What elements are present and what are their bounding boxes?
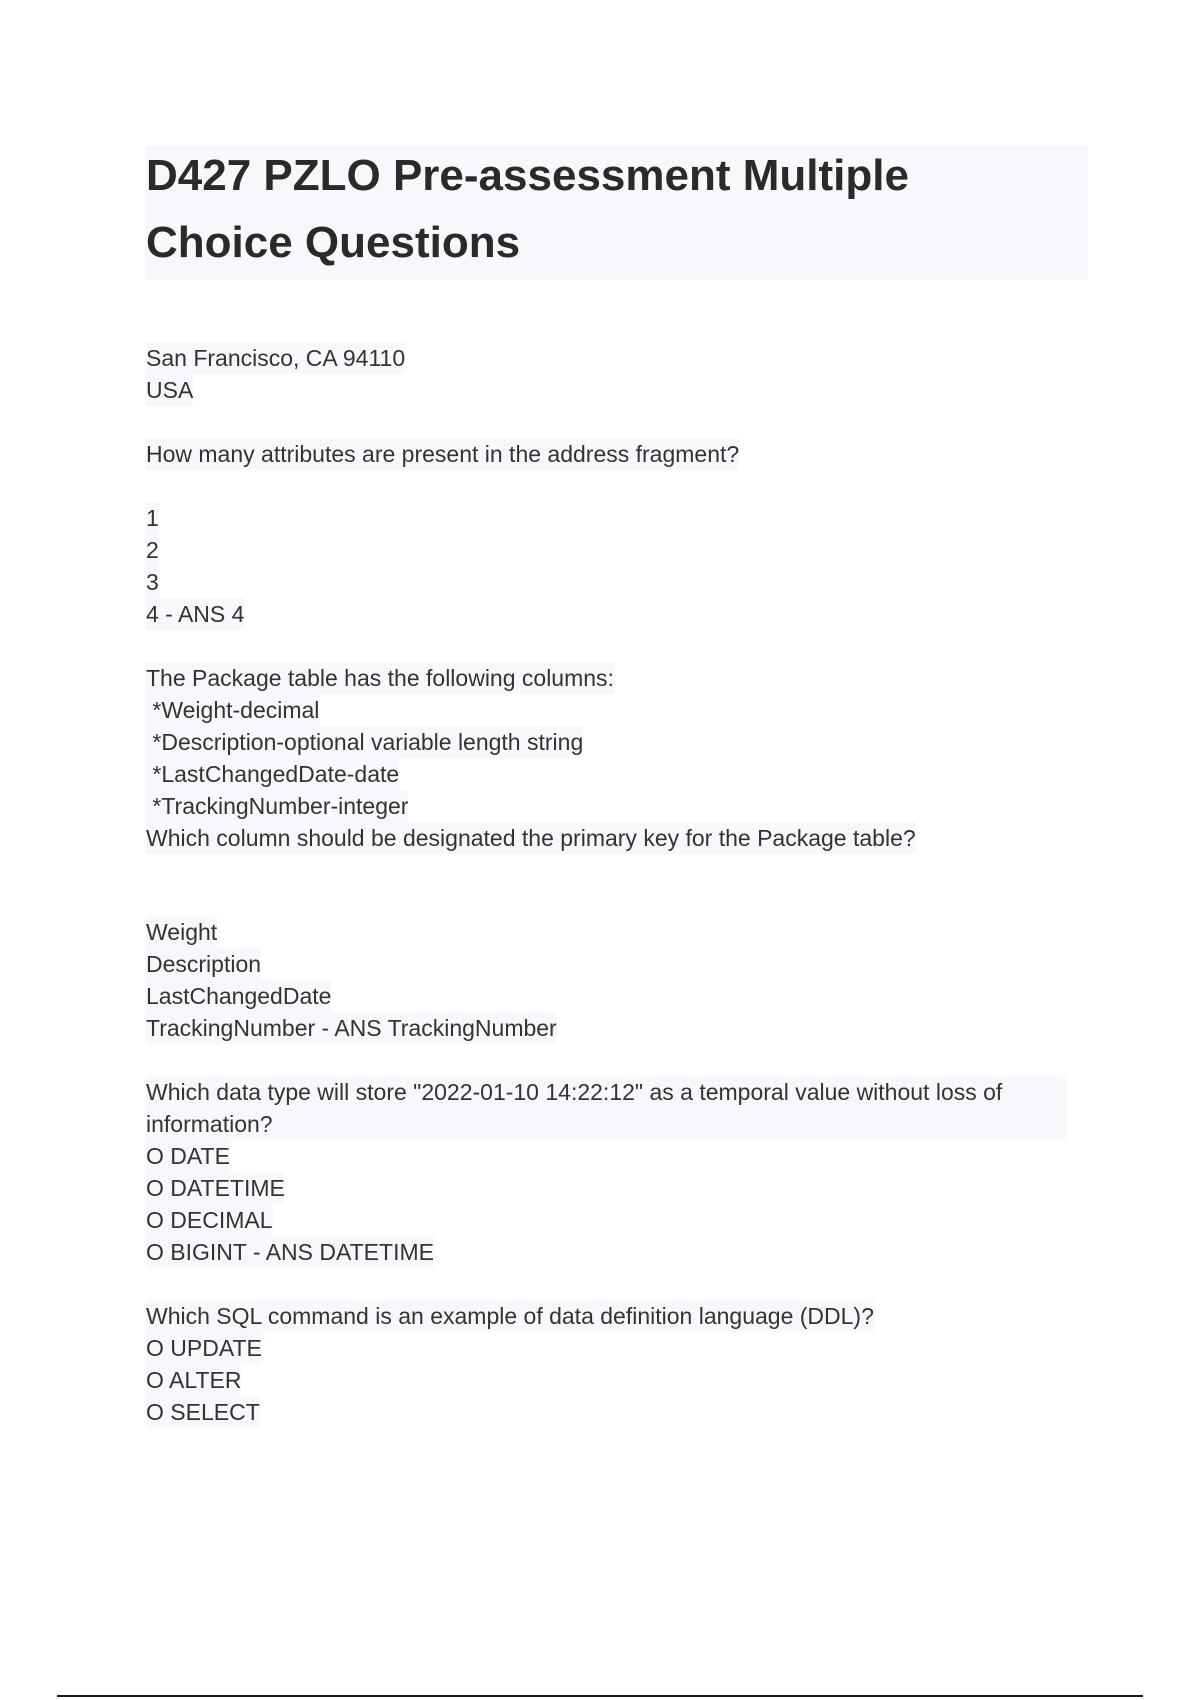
- option-item: 3: [146, 566, 159, 598]
- question-1-text: [146, 438, 1076, 470]
- question-text: Which SQL command is an example of data definition language (DDL)?: [146, 1300, 874, 1332]
- option-item: O DECIMAL: [146, 1204, 273, 1236]
- document-body: [146, 342, 1076, 1460]
- option-item: Description: [146, 948, 261, 980]
- question-4: [146, 1300, 1076, 1428]
- question-text: How many attributes are present in the address fragment?: [146, 438, 739, 470]
- question-text: Which data type will store "2022-01-10 14:22:12" as a temporal value without loss of information?: [146, 1076, 1066, 1140]
- option-item: 2: [146, 534, 159, 566]
- option-item: O SELECT: [146, 1396, 260, 1428]
- option-item: LastChangedDate: [146, 980, 331, 1012]
- column-item: *TrackingNumber-integer: [146, 790, 408, 822]
- column-item: *Weight-decimal: [146, 694, 319, 726]
- address-line-1: San Francisco, CA 94110: [146, 342, 405, 374]
- option-item: 1: [146, 502, 159, 534]
- footer-divider: [57, 1695, 1143, 1697]
- document-title: [146, 142, 1046, 276]
- column-item: *Description-optional variable length string: [146, 726, 583, 758]
- address-line-2: USA: [146, 374, 193, 406]
- title-line-2: Choice Questions: [146, 218, 521, 267]
- option-item: O UPDATE: [146, 1332, 262, 1364]
- option-item: 4 - ANS 4: [146, 598, 244, 630]
- option-item: O DATE: [146, 1140, 230, 1172]
- option-item: O ALTER: [146, 1364, 241, 1396]
- question-3: [146, 1076, 1076, 1268]
- question-intro: The Package table has the following columns:: [146, 662, 614, 694]
- question-2: [146, 662, 1076, 854]
- option-item: O BIGINT - ANS DATETIME: [146, 1236, 434, 1268]
- option-item: Weight: [146, 916, 217, 948]
- column-item: *LastChangedDate-date: [146, 758, 399, 790]
- option-item: TrackingNumber - ANS TrackingNumber: [146, 1012, 557, 1044]
- question-1-options: [146, 502, 1076, 630]
- title-line-1: D427 PZLO Pre-assessment Multiple: [146, 151, 909, 200]
- address-fragment: [146, 342, 1076, 406]
- option-item: O DATETIME: [146, 1172, 285, 1204]
- question-text: Which column should be designated the primary key for the Package table?: [146, 822, 916, 854]
- question-2-options: [146, 916, 1076, 1044]
